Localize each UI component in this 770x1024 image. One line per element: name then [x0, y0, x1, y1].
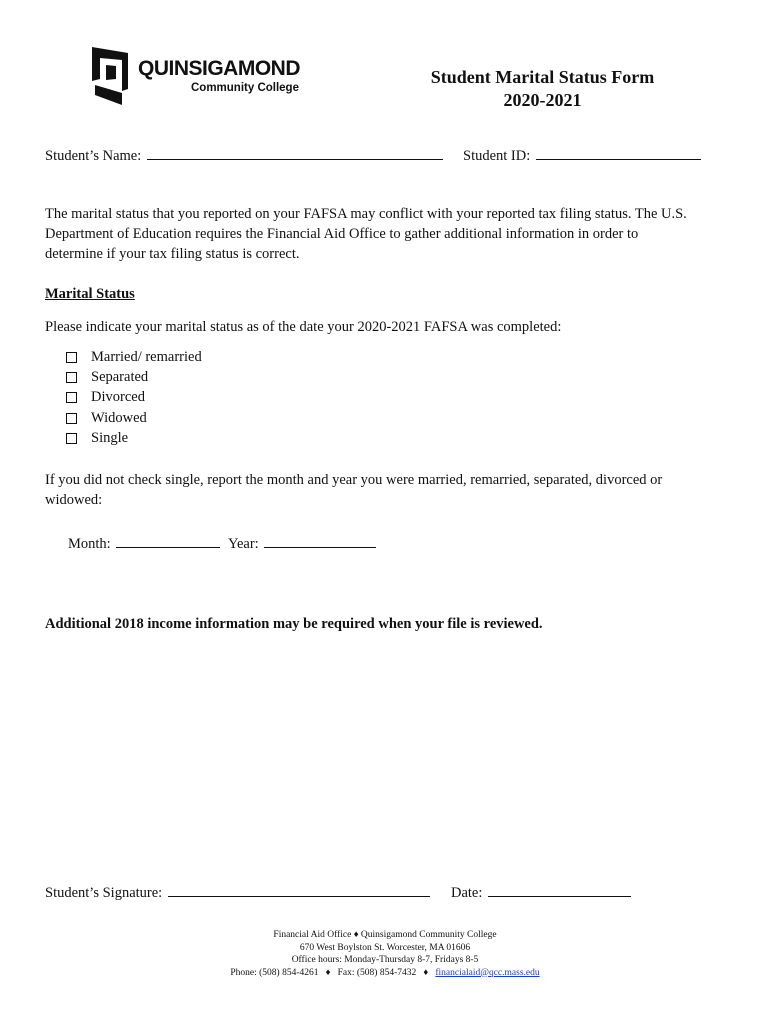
student-name-field[interactable]	[147, 145, 443, 160]
month-label: Month:	[68, 536, 111, 552]
checkbox-icon[interactable]	[66, 392, 77, 403]
option-divorced[interactable]	[66, 387, 145, 407]
footer	[0, 929, 770, 979]
checkbox-icon[interactable]	[66, 413, 77, 424]
form-title-line1: Student Marital Status Form	[430, 67, 655, 87]
option-single[interactable]	[66, 428, 128, 448]
signature-field[interactable]	[168, 882, 430, 897]
diamond-icon: ♦	[423, 967, 429, 978]
signature-row	[45, 882, 430, 902]
checkbox-icon[interactable]	[66, 372, 77, 383]
intro-paragraph	[45, 204, 687, 264]
report-line: If you did not check single, report the month and year you were married, remarried, separated, divorced or	[45, 472, 663, 488]
report-line: widowed:	[45, 492, 103, 508]
marital-status-instruction: Please indicate your marital status as of the date your 2020-2021 FAFSA was completed:	[45, 319, 562, 335]
student-name-row	[45, 145, 443, 165]
date-label: Date:	[451, 885, 483, 901]
form-title	[410, 66, 675, 112]
option-separated[interactable]	[66, 367, 148, 387]
year-label: Year:	[227, 536, 259, 552]
footer-office: Financial Aid Office ♦ Quinsigamond Community College	[273, 930, 497, 940]
footer-contact	[0, 967, 770, 980]
option-label: Married/ remarried	[91, 348, 202, 365]
diamond-icon: ♦	[325, 967, 331, 978]
college-logo	[90, 45, 310, 107]
intro-line: Department of Education requires the Financial Aid Office to gather additional information in order to	[45, 226, 639, 242]
option-label: Separated	[91, 368, 149, 385]
logo-name: QUINSIGAMOND	[138, 57, 300, 80]
intro-line: The marital status that you reported on your FAFSA may conflict with your reported tax filing status. The U.S.	[45, 206, 687, 222]
signature-label: Student’s Signature:	[45, 885, 163, 901]
month-field[interactable]	[116, 533, 220, 548]
footer-email-link[interactable]: financialaid@qcc.mass.edu	[435, 967, 540, 978]
footer-phone: Phone: (508) 854-4261	[230, 967, 319, 978]
option-label: Single	[91, 429, 129, 446]
date-field[interactable]	[488, 882, 631, 897]
income-note: Additional 2018 income information may be required when your file is reviewed.	[45, 616, 543, 632]
checkbox-icon[interactable]	[66, 352, 77, 363]
date-row	[451, 882, 631, 902]
report-paragraph	[45, 470, 662, 510]
marital-status-heading: Marital Status	[45, 286, 135, 302]
option-label: Widowed	[91, 409, 147, 426]
month-year-row	[68, 533, 376, 553]
option-label: Divorced	[91, 388, 145, 405]
footer-fax: Fax: (508) 854-7432	[337, 967, 417, 978]
intro-line: determine if your tax filing status is correct.	[45, 246, 300, 262]
student-id-field[interactable]	[536, 145, 701, 160]
student-id-row	[463, 145, 701, 165]
option-widowed[interactable]	[66, 408, 147, 428]
form-title-year: 2020-2021	[503, 90, 582, 110]
checkbox-icon[interactable]	[66, 433, 77, 444]
footer-address: 670 West Boylston St. Worcester, MA 01606	[299, 942, 471, 953]
student-id-label: Student ID:	[463, 148, 531, 164]
footer-hours: Office hours: Monday-Thursday 8-7, Fridays 8-5	[291, 955, 479, 965]
college-logo-mark-icon	[92, 47, 132, 107]
option-married[interactable]	[66, 347, 202, 367]
student-name-label: Student’s Name:	[45, 148, 142, 164]
logo-subtitle: Community College	[191, 82, 299, 94]
year-field[interactable]	[264, 533, 376, 548]
